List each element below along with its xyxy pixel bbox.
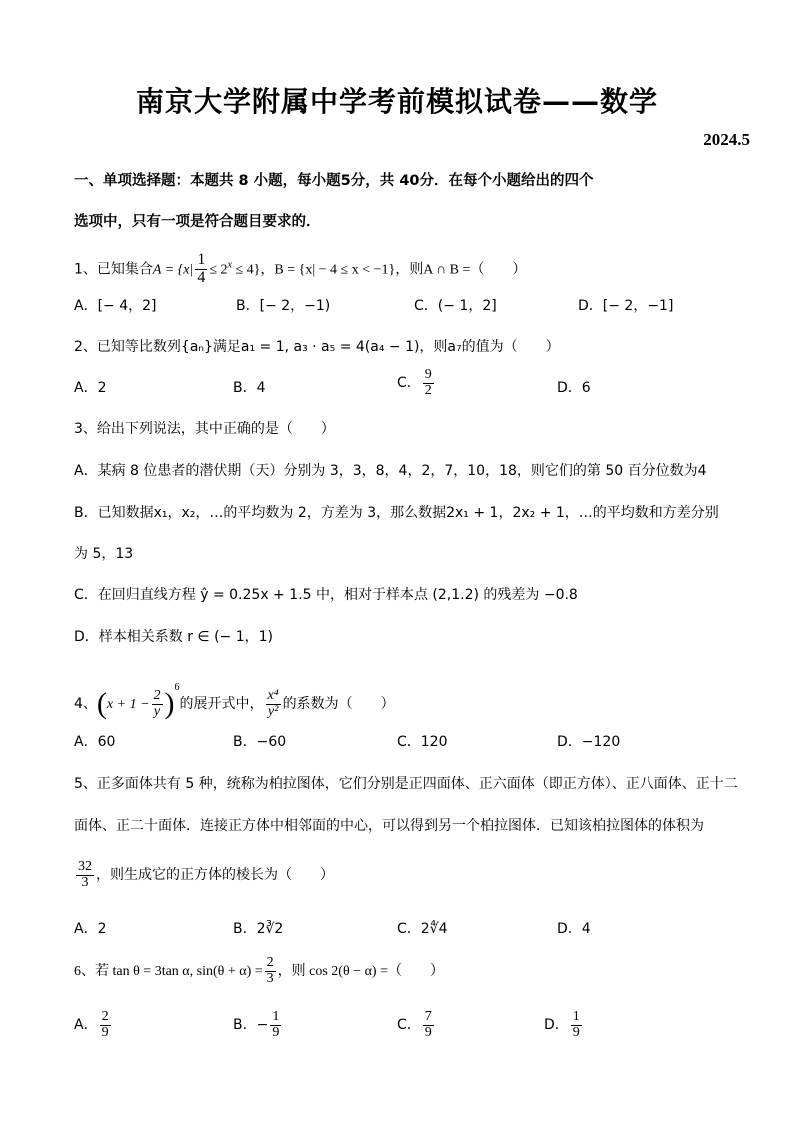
- q3-option-d: D．样本相关系数 r ∈ (− 1，1): [74, 629, 274, 645]
- fraction: $\frac{1}{9}$: [272, 1009, 280, 1040]
- fraction: $\frac{2}{3}$: [266, 954, 274, 986]
- q3-option-c: C．在回归直线方程 ŷ = 0.25x + 1.5 中，相对于样本点 (2,1.2) 的残差为 −0.8: [74, 587, 578, 603]
- q6-option-d: D． $\frac{1}{9}$: [544, 1009, 580, 1040]
- q4-option-c: C．120: [397, 734, 448, 750]
- fraction: $\frac{32}{3}$: [78, 858, 92, 890]
- q5-option-a: A．2: [74, 921, 107, 937]
- q5-option-d: D．4: [557, 921, 591, 937]
- question-5-line2: 面体、正二十面体．连接正方体中相邻面的中心，可以得到另一个柏拉图体．已知该柏拉图体的体积为: [74, 818, 704, 834]
- q5-option-b: B．2∛2: [233, 921, 284, 937]
- q4-option-d: D．−120: [557, 734, 621, 750]
- q2-option-d: D．6: [557, 380, 591, 396]
- q3-option-a: A．某病 8 位患者的潜伏期（天）分别为 3，3，8，4，2，7，10，18，则它们的第 50 百分位数为4: [74, 463, 707, 479]
- q2-option-b: B．4: [233, 380, 266, 396]
- section-heading-line1: 一、单项选择题：本题共 8 小题，每小题5分，共 40分．在每个小题给出的四个: [74, 173, 594, 189]
- question-3-stem: 3、给出下列说法，其中正确的是（ ）: [74, 421, 335, 437]
- q2-option-c: C． $\frac{9}{2}$: [397, 367, 432, 398]
- question-6-stem: 6、若 tan θ = 3tan α, sin(θ + α) = $\frac{2}{3}$ ，则 cos 2(θ − α) =（ ）: [74, 954, 444, 986]
- fraction: $\frac{7}{9}$: [424, 1009, 432, 1040]
- question-4-stem: 4、(x + 1 − $\frac{2}{y}$ )$^6$的展开式中， $\frac{\text{x⁴}}{\text{y²}}$ 的系数为（ ）: [74, 682, 395, 720]
- question-2-stem: 2、已知等比数列{aₙ}满足a₁ = 1, a₃ · a₅ = 4(a₄ − 1)，则a₇的值为（ ）: [74, 339, 560, 355]
- question-5-line1: 5、正多面体共有 5 种，统称为柏拉图体，它们分别是正四面体、正六面体（即正方体）、正八面体、正十二: [74, 776, 738, 792]
- q1-option-c: C．(− 1，2]: [414, 298, 497, 314]
- fraction: $\frac{1}{4}$: [197, 251, 206, 286]
- question-5-line3: $\frac{32}{3}$ ，则生成它的正方体的棱长为（ ）: [78, 858, 334, 890]
- q3-option-b-line2: 为 5，13: [74, 546, 134, 562]
- q4-option-a: A．60: [74, 734, 116, 750]
- fraction: $\frac{1}{9}$: [572, 1009, 580, 1040]
- q2-option-a: A．2: [74, 380, 107, 396]
- fraction: $\frac{2}{9}$: [101, 1009, 109, 1040]
- exam-date: 2024.5: [703, 130, 750, 149]
- q6-option-a: A． $\frac{2}{9}$: [74, 1009, 109, 1040]
- q6-option-c: C． $\frac{7}{9}$: [397, 1009, 432, 1040]
- fraction: $\frac{2}{y}$: [153, 687, 161, 719]
- q1-option-d: D．[− 2，−1]: [578, 298, 674, 314]
- page-title: 南京大学附属中学考前模拟试卷——数学: [135, 85, 658, 118]
- section-heading-line2: 选项中，只有一项是符合题目要求的．: [74, 214, 321, 230]
- fraction: $\frac{9}{2}$: [424, 367, 432, 398]
- q1-option-b: B．[− 2，−1): [236, 298, 331, 314]
- q4-option-b: B．−60: [233, 734, 287, 750]
- q1-option-a: A．[− 4，2]: [74, 298, 157, 314]
- question-1-stem: 1、已知集合A = {x| $\frac{1}{4}$ ≤ $2^x \le 4$}，B = {x| − 4 ≤ x < −1}，则A ∩ B =（ ）: [74, 251, 527, 286]
- q3-option-b-line1: B．已知数据x₁，x₂，…的平均数为 2，方差为 3，那么数据2x₁ + 1，2x₂ + 1，…的平均数和方差分别: [74, 505, 719, 521]
- q6-option-b: B．− $\frac{1}{9}$: [233, 1009, 280, 1040]
- q5-option-c: C．2∜4: [397, 921, 448, 937]
- fraction: $\frac{\text{x⁴}}{\text{y²}}$: [267, 687, 279, 719]
